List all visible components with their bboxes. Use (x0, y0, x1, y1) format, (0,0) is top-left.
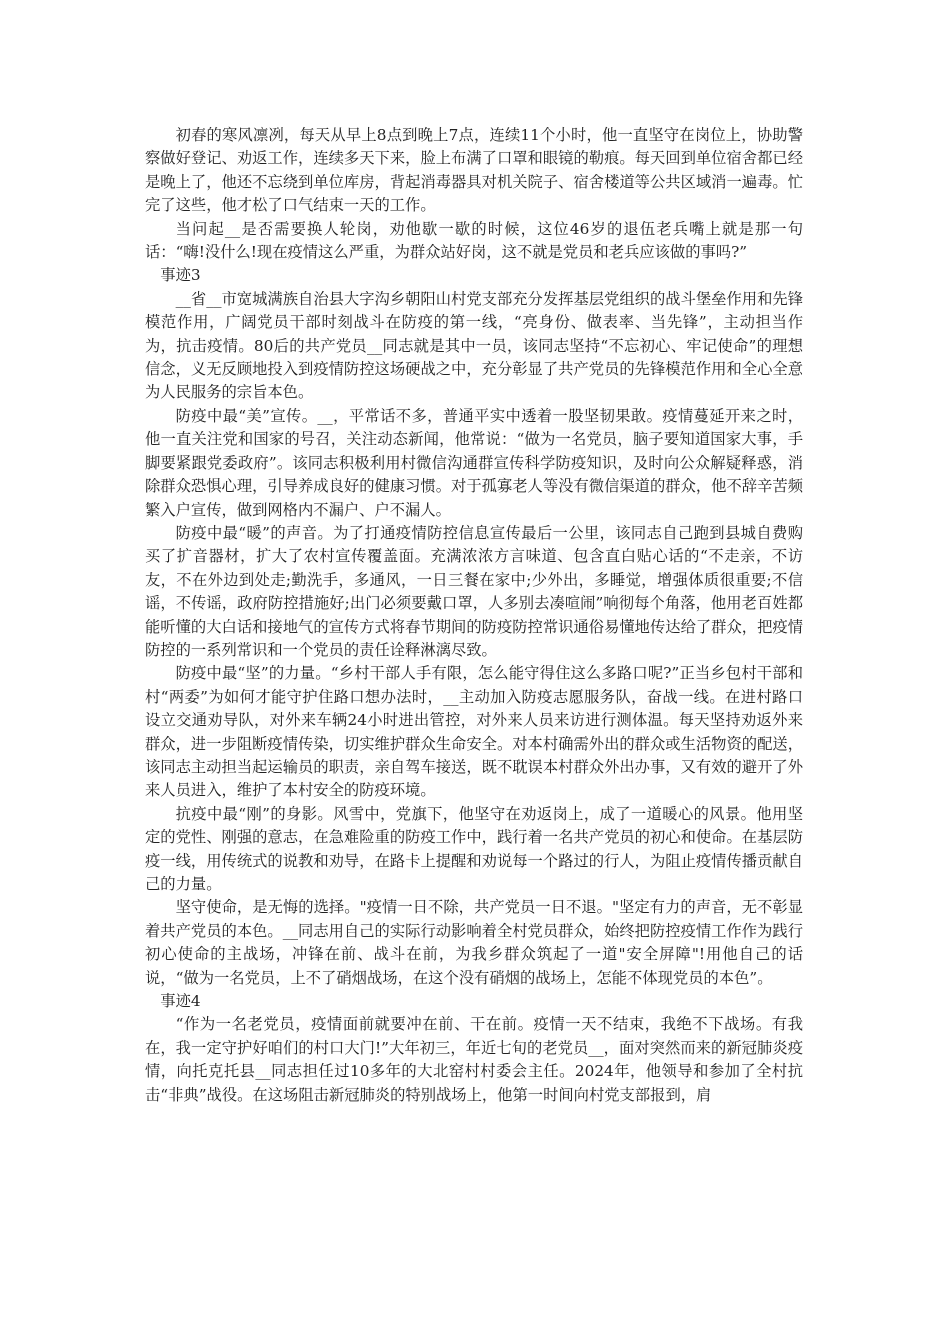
paragraph: 防疫中最“美”宣传。__，平常话不多，普通平实中透着一股坚韧果敢。疫情蔓延开来之时，他一直关注党和国家的号召，关注动态新闻，他常说：“做为一名党员，脑子要知道国家大事，手脚要紧跟党委政府”。该同志积极利用村微信沟通群宣传科学防疫知识，及时向公众解疑释惑，消除群众恐惧心理，引导养成良好的健康习惯。对于孤寡老人等没有微信渠道的群众，他不辞辛苦频繁入户宣传，做到网格内不漏户、户不漏人。 (145, 406, 803, 519)
paragraph: 防疫中最“暖”的声音。为了打通疫情防控信息宣传最后一公里，该同志自己跑到县城自费购买了扩音器材，扩大了农村宣传覆盖面。充满浓浓方言味道、包含直白贴心话的“不走亲，不访友，不在外边到处走;勤洗手，多通风，一日三餐在家中;少外出，多睡觉，增强体质很重要;不信谣，不传谣，政府防控措施好;出门必须要戴口罩，人多别去凑喧闹”响彻每个角落，他用老百姓都能听懂的大白话和接地气的宣传方式将春节期间的防疫防控常识通俗易懂地传达给了群众，把疫情防控的一系列常识和一个党员的责任诠释淋漓尽致。 (145, 523, 803, 659)
paragraph: 坚守使命，是无悔的选择。"疫情一日不除，共产党员一日不退。"坚定有力的声音，无不彰显着共产党员的本色。__同志用自己的实际行动影响着全村党员群众，始终把防控疫情工作作为践行初心使命的主战场，冲锋在前、战斗在前，为我乡群众筑起了一道"安全屏障"!用他自己的话说，“做为一名党员，上不了硝烟战场，在这个没有硝烟的战场上，怎能不体现党员的本色”。 (145, 898, 803, 987)
paragraph: 初春的寒风凛冽，每天从早上8点到晚上7点，连续11个小时，他一直坚守在岗位上，协助警察做好登记、劝返工作，连续多天下来，脸上布满了口罩和眼镜的勒痕。每天回到单位宿舍都已经是晚上了，他还不忘绕到单位库房，背起消毒器具对机关院子、宿舍楼道等公共区域消一遍毒。忙完了这些，他才松了口气结束一天的工作。 (145, 126, 803, 215)
section-heading: 事迹3 (160, 266, 201, 285)
paragraph: “作为一名老党员，疫情面前就要冲在前、干在前。疫情一天不结束，我绝不下战场。有我在，我一定守护好咱们的村口大门!”大年初三，年近七旬的老党员__，面对突然而来的新冠肺炎疫情，向托克托县__同志担任过10多年的大北窑村村委会主任。2024年，他领导和参加了全村抗击“非典”战役。在这场阻击新冠肺炎的特别战场上，他第一时间向村党支部报到，肩 (145, 1015, 803, 1104)
paragraph: 抗疫中最“刚”的身影。风雪中，党旗下，他坚守在劝返岗上，成了一道暖心的风景。他用坚定的党性、刚强的意志，在急难险重的防疫工作中，践行着一名共产党员的初心和使命。在基层防疫一线，用传统式的说教和劝导，在路卡上提醒和劝说每一个路过的行人，为阻止疫情传播贡献自己的力量。 (145, 804, 803, 893)
document-body (145, 124, 803, 1107)
paragraph: __省__市宽城满族自治县大字沟乡朝阳山村党支部充分发挥基层党组织的战斗堡垒作用和先锋模范作用，广阔党员干部时刻战斗在防疫的第一线，“亮身份、做表率、当先锋”，主动担当作为，抗击疫情。80后的共产党员__同志就是其中一员，该同志坚持“不忘初心、牢记使命”的理想信念，义无反顾地投入到疫情防控这场硬战之中，充分彰显了共产党员的先锋模范作用和全心全意为人民服务的宗旨本色。 (145, 289, 803, 402)
paragraph: 当问起__是否需要换人轮岗，劝他歇一歇的时候，这位46岁的退伍老兵嘴上就是那一句话：“嗨!没什么!现在疫情这么严重，为群众站好岗，这不就是党员和老兵应该做的事吗?” (145, 219, 803, 262)
section-heading: 事迹4 (160, 992, 201, 1011)
paragraph: 防疫中最“坚”的力量。“乡村干部人手有限，怎么能守得住这么多路口呢?”正当乡包村干部和村“两委”为如何才能守护住路口想办法时，__主动加入防疫志愿服务队，奋战一线。在进村路口设立交通劝导队，对外来车辆24小时进出管控，对外来人员来访进行测体温。每天坚持劝返外来群众，进一步阻断疫情传染，切实维护群众生命安全。对本村确需外出的群众或生活物资的配送，该同志主动担当起运输员的职责，亲自驾车接送，既不耽误本村群众外出办事，又有效的避开了外来人员进入，维护了本村安全的防疫环境。 (145, 664, 804, 800)
